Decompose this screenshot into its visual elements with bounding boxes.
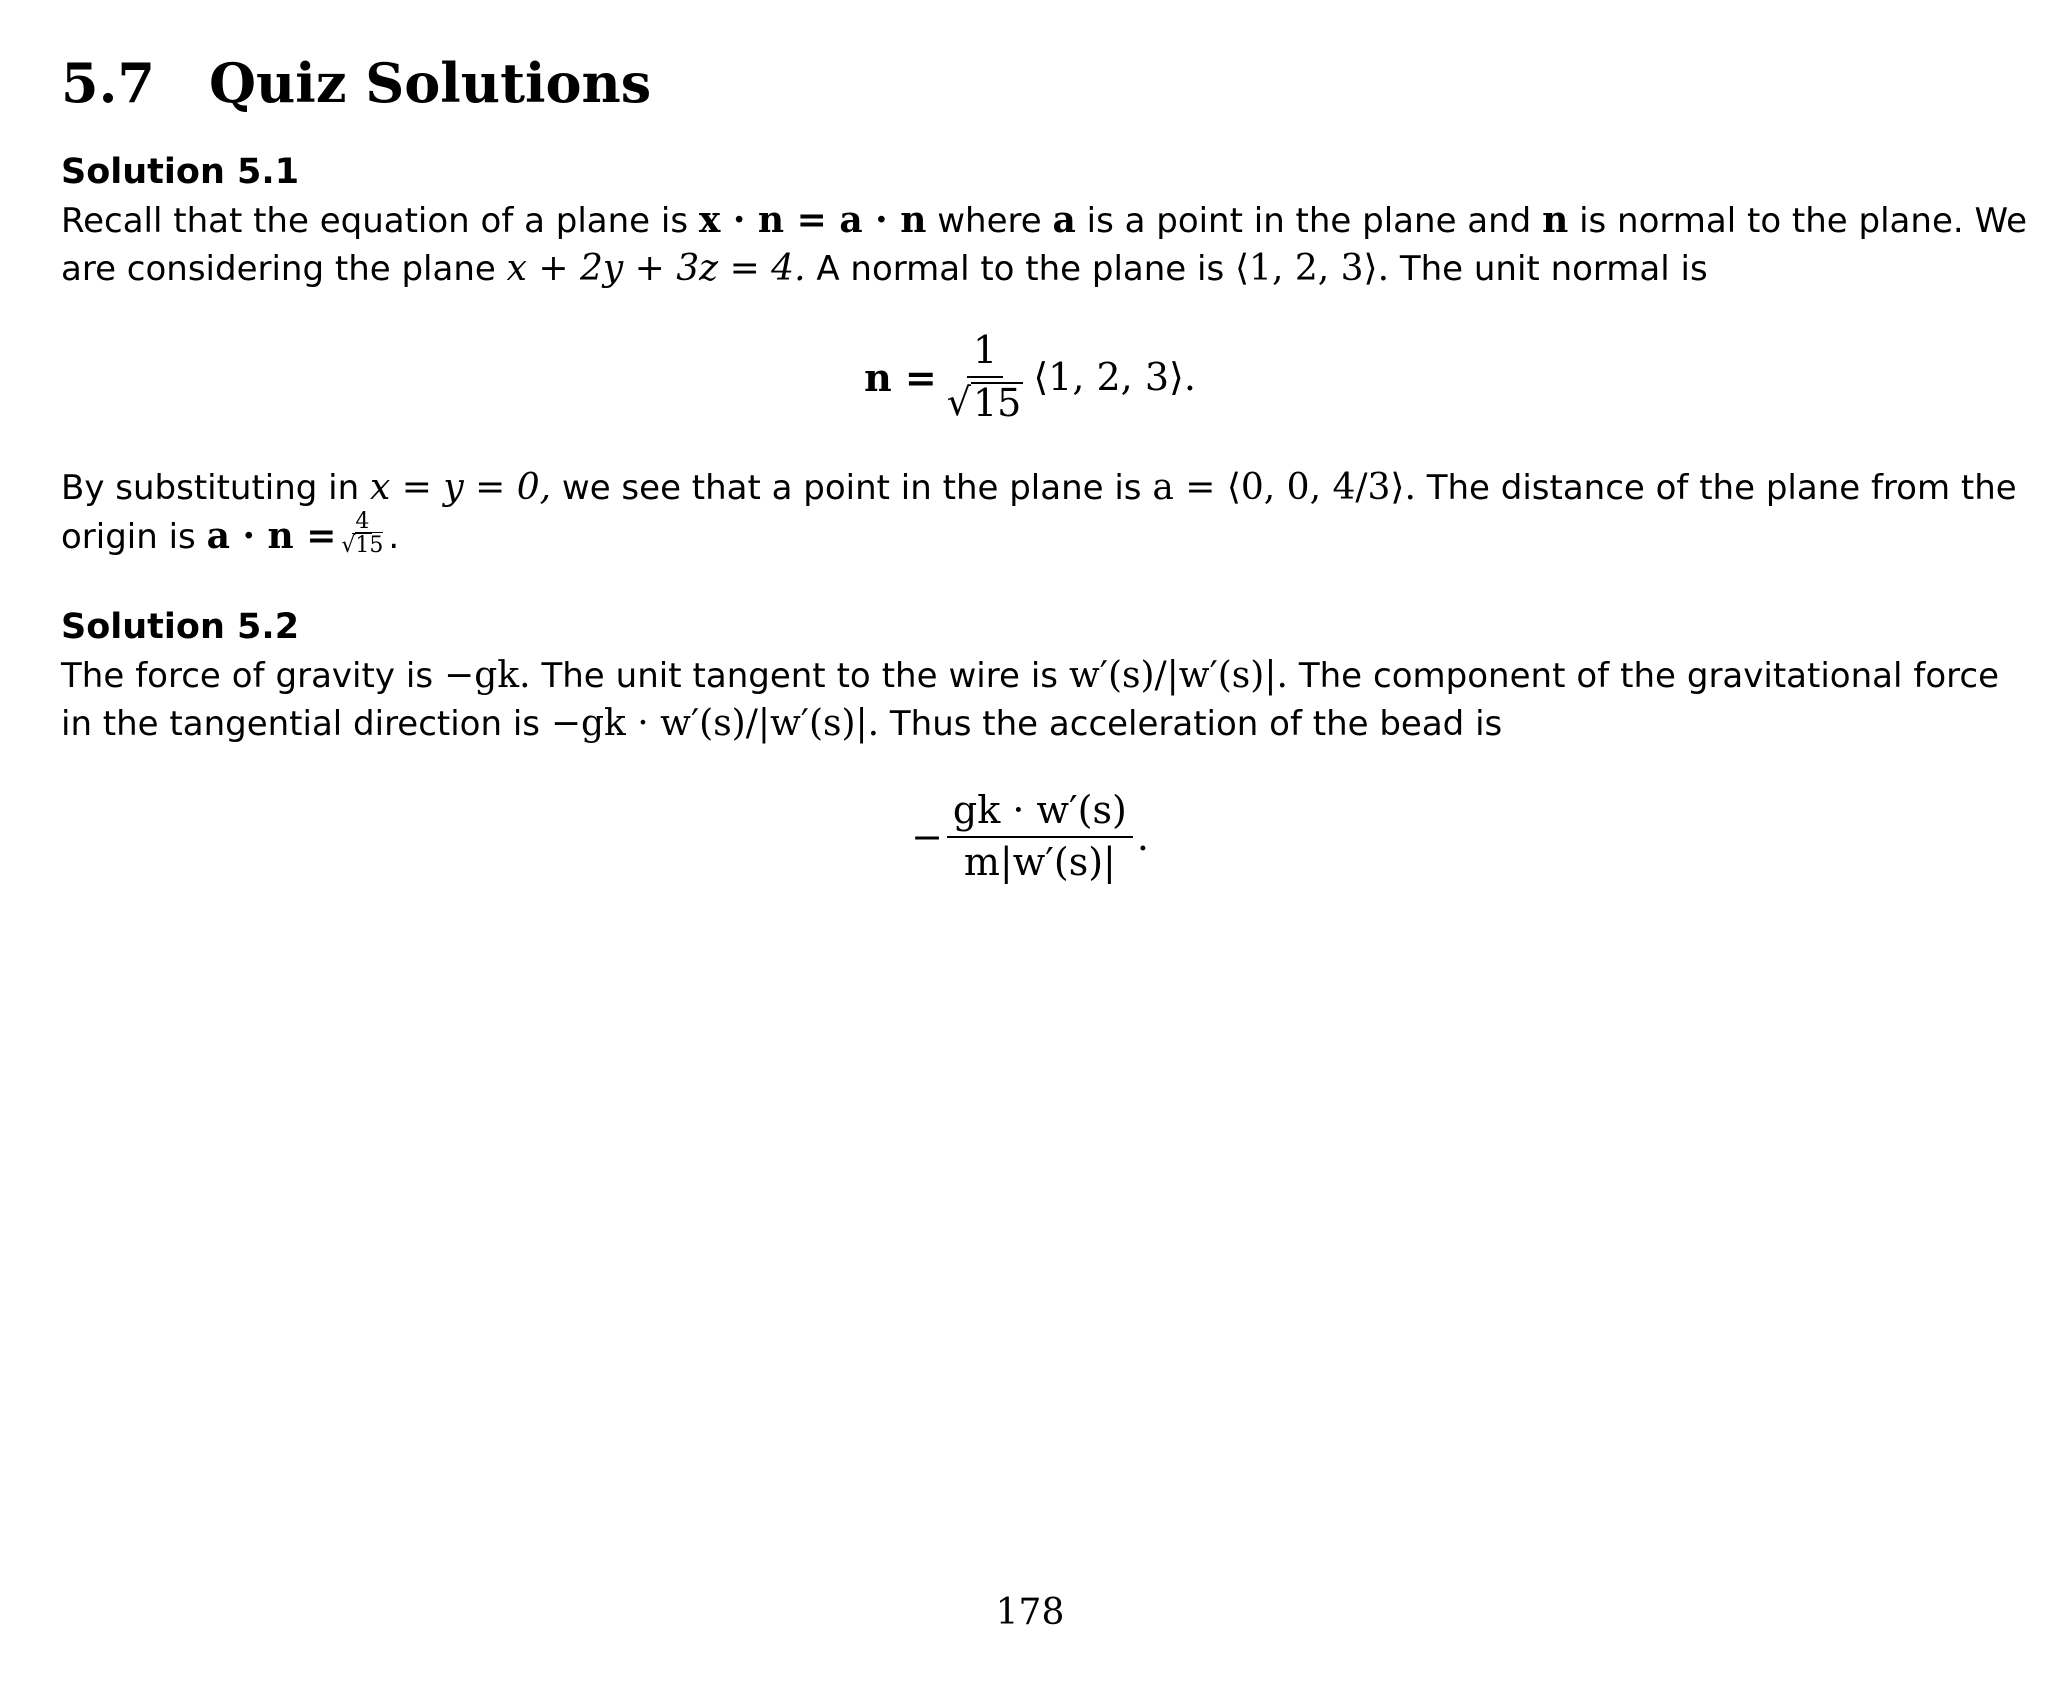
text-run: where [926, 201, 1053, 241]
solution-5-1-paragraph-1 [61, 196, 2028, 293]
text-run: A normal to the plane is [805, 249, 1235, 289]
text-run: Recall that the equation of a plane is [61, 201, 699, 241]
text-line [61, 196, 2028, 245]
fraction [947, 790, 1133, 884]
equation-rhs: ⟨1, 2, 3⟩. [1033, 355, 1196, 399]
minus-sign: − [911, 815, 943, 859]
period: . [1136, 815, 1149, 859]
text-run: Thus the acceleration of the bead is [879, 704, 1503, 744]
math-gravity: −gk. [444, 655, 531, 696]
fraction-numerator: gk · w′(s) [947, 790, 1133, 838]
math-vector-n: n [1542, 199, 1569, 241]
text-run: is normal to the plane. We [1568, 201, 2028, 241]
text-run: The component of the gravitational force [1287, 656, 1999, 696]
text-run: The distance of the plane from the [1415, 468, 2017, 508]
math-point-a: a = ⟨0, 0, 4/3⟩. [1152, 467, 1416, 508]
text-run: The force of gravity is [61, 656, 445, 696]
text-run: are considering the plane [61, 249, 507, 289]
text-line [61, 509, 1999, 563]
fraction-numerator: 4 [352, 510, 372, 534]
radicand: 15 [972, 380, 1022, 425]
text-run: is a point in the plane and [1075, 201, 1543, 241]
section-heading [61, 48, 651, 118]
display-equation-unit-normal [61, 322, 1999, 432]
fraction-numerator: 1 [967, 330, 1003, 378]
text-line [61, 700, 1999, 748]
text-run: . [388, 517, 400, 557]
fraction-denominator [941, 378, 1030, 424]
section-number: 5.7 [61, 51, 155, 115]
radicand: 15 [355, 533, 384, 559]
math-plane: x + 2y + 3z = 4. [506, 248, 806, 289]
solution-5-2-paragraph-1 [61, 652, 1999, 748]
text-run: in the tangential direction is [61, 704, 551, 744]
section-title: Quiz Solutions [209, 51, 652, 115]
math-plane-equation: x · n = a · n [698, 199, 927, 241]
math-vector-a: a [1052, 199, 1076, 241]
text-line [61, 652, 1999, 700]
sqrt-sign: √ [946, 380, 971, 425]
fraction-denominator: m|w′(s)| [963, 840, 1116, 884]
math-unit-tangent: w′(s)/|w′(s)|. [1068, 655, 1288, 696]
fraction [941, 330, 1030, 424]
solution-5-1-heading: Solution 5.1 [61, 152, 300, 192]
math-tangential-component: −gk · w′(s)/|w′(s)|. [550, 703, 880, 744]
text-run: The unit tangent to the wire is [530, 656, 1069, 696]
page-number: 178 [995, 1592, 1065, 1633]
math-substitution: x = y = 0, [370, 467, 552, 508]
text-line [61, 464, 2017, 512]
sqrt-sign: √ [341, 533, 356, 559]
equation-lhs: n = [864, 354, 937, 400]
text-line [61, 245, 1999, 293]
solution-5-1-paragraph-2 [61, 464, 2017, 563]
text-run: By substituting in [61, 468, 370, 508]
math-normal-vector: ⟨1, 2, 3⟩. [1235, 248, 1390, 289]
text-run: we see that a point in the plane is [551, 468, 1153, 508]
display-equation-acceleration [61, 782, 1999, 892]
text-run: origin is [61, 517, 207, 557]
math-dot-product: a · n = [206, 515, 337, 557]
inline-fraction [338, 510, 386, 558]
text-run: The unit normal is [1389, 249, 1708, 289]
solution-5-2-heading: Solution 5.2 [61, 607, 300, 647]
